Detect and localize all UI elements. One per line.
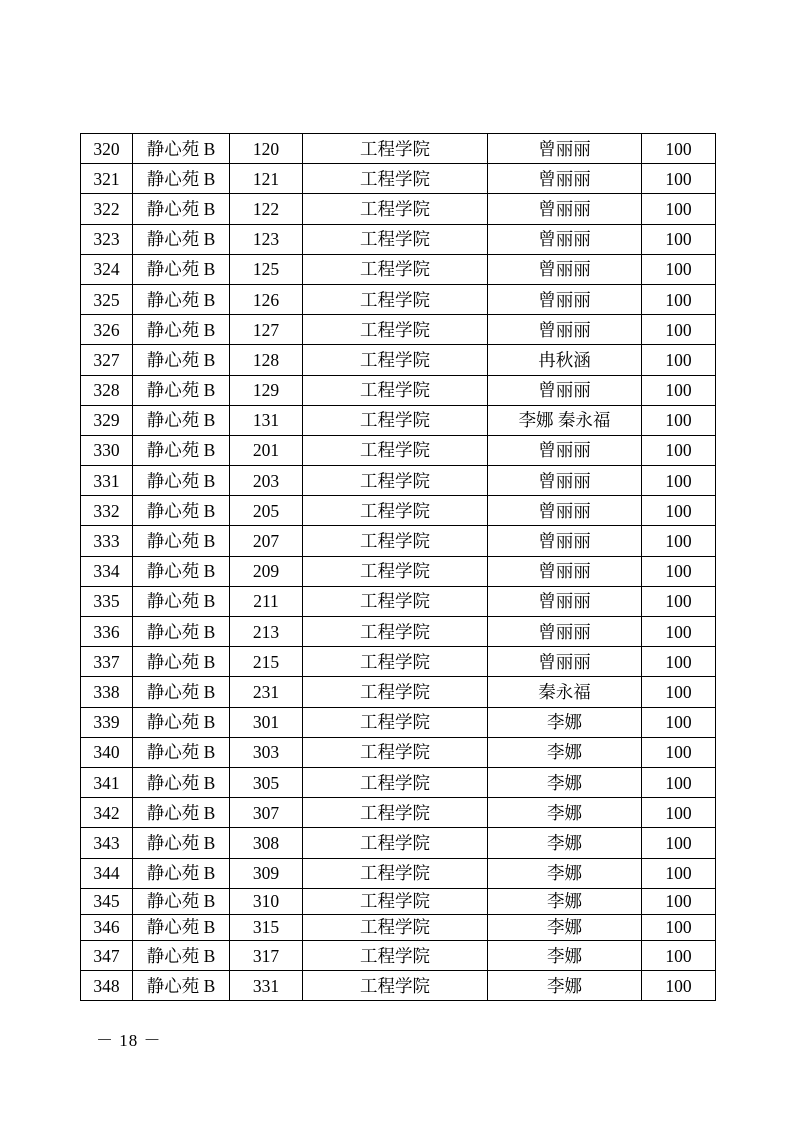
- building-cell: 静心苑 B: [133, 556, 230, 586]
- college-cell: 工程学院: [303, 254, 488, 284]
- table-row: [81, 677, 716, 707]
- table-row: [81, 858, 716, 888]
- staff-cell: 冉秋涵: [488, 345, 642, 375]
- room-cell: 331: [230, 971, 303, 1001]
- staff-cell: 李娜: [488, 858, 642, 888]
- college-cell: 工程学院: [303, 798, 488, 828]
- row-number-cell: 320: [81, 134, 133, 164]
- staff-cell: 曾丽丽: [488, 556, 642, 586]
- college-cell: 工程学院: [303, 888, 488, 914]
- score-cell: 100: [642, 375, 716, 405]
- table-row: [81, 971, 716, 1001]
- score-cell: 100: [642, 284, 716, 314]
- table-row: [81, 254, 716, 284]
- table-row: [81, 828, 716, 858]
- staff-cell: 李娜 秦永福: [488, 405, 642, 435]
- room-cell: 303: [230, 737, 303, 767]
- building-cell: 静心苑 B: [133, 586, 230, 616]
- table-row: [81, 556, 716, 586]
- staff-cell: 曾丽丽: [488, 526, 642, 556]
- score-cell: 100: [642, 496, 716, 526]
- table-row: [81, 617, 716, 647]
- table-row: [81, 375, 716, 405]
- room-cell: 203: [230, 466, 303, 496]
- staff-cell: 曾丽丽: [488, 164, 642, 194]
- score-cell: 100: [642, 737, 716, 767]
- room-cell: 123: [230, 224, 303, 254]
- room-cell: 317: [230, 941, 303, 971]
- score-cell: 100: [642, 134, 716, 164]
- college-cell: 工程学院: [303, 767, 488, 797]
- score-cell: 100: [642, 466, 716, 496]
- table-row: [81, 405, 716, 435]
- row-number-cell: 324: [81, 254, 133, 284]
- table-row: [81, 496, 716, 526]
- college-cell: 工程学院: [303, 435, 488, 465]
- staff-cell: 曾丽丽: [488, 586, 642, 616]
- score-cell: 100: [642, 405, 716, 435]
- college-cell: 工程学院: [303, 194, 488, 224]
- row-number-cell: 331: [81, 466, 133, 496]
- row-number-cell: 332: [81, 496, 133, 526]
- college-cell: 工程学院: [303, 556, 488, 586]
- room-cell: 127: [230, 315, 303, 345]
- college-cell: 工程学院: [303, 647, 488, 677]
- staff-cell: 曾丽丽: [488, 647, 642, 677]
- college-cell: 工程学院: [303, 164, 488, 194]
- row-number-cell: 347: [81, 941, 133, 971]
- room-cell: 131: [230, 405, 303, 435]
- table-row: [81, 134, 716, 164]
- row-number-cell: 338: [81, 677, 133, 707]
- table-body: [81, 134, 716, 1001]
- college-cell: 工程学院: [303, 707, 488, 737]
- staff-cell: 曾丽丽: [488, 315, 642, 345]
- room-cell: 305: [230, 767, 303, 797]
- table-row: [81, 888, 716, 914]
- score-cell: 100: [642, 798, 716, 828]
- building-cell: 静心苑 B: [133, 767, 230, 797]
- room-cell: 126: [230, 284, 303, 314]
- row-number-cell: 346: [81, 914, 133, 940]
- row-number-cell: 343: [81, 828, 133, 858]
- college-cell: 工程学院: [303, 315, 488, 345]
- room-cell: 231: [230, 677, 303, 707]
- row-number-cell: 328: [81, 375, 133, 405]
- score-cell: 100: [642, 164, 716, 194]
- building-cell: 静心苑 B: [133, 496, 230, 526]
- building-cell: 静心苑 B: [133, 405, 230, 435]
- staff-cell: 曾丽丽: [488, 617, 642, 647]
- staff-cell: 曾丽丽: [488, 496, 642, 526]
- college-cell: 工程学院: [303, 134, 488, 164]
- room-cell: 120: [230, 134, 303, 164]
- building-cell: 静心苑 B: [133, 828, 230, 858]
- table-row: [81, 164, 716, 194]
- building-cell: 静心苑 B: [133, 971, 230, 1001]
- score-cell: 100: [642, 224, 716, 254]
- score-cell: 100: [642, 526, 716, 556]
- staff-cell: 李娜: [488, 828, 642, 858]
- table-row: [81, 914, 716, 940]
- college-cell: 工程学院: [303, 737, 488, 767]
- building-cell: 静心苑 B: [133, 888, 230, 914]
- score-cell: 100: [642, 888, 716, 914]
- building-cell: 静心苑 B: [133, 941, 230, 971]
- score-cell: 100: [642, 617, 716, 647]
- building-cell: 静心苑 B: [133, 435, 230, 465]
- staff-cell: 李娜: [488, 707, 642, 737]
- table-row: [81, 586, 716, 616]
- staff-cell: 曾丽丽: [488, 224, 642, 254]
- score-cell: 100: [642, 345, 716, 375]
- building-cell: 静心苑 B: [133, 254, 230, 284]
- room-cell: 209: [230, 556, 303, 586]
- college-cell: 工程学院: [303, 617, 488, 647]
- room-cell: 215: [230, 647, 303, 677]
- building-cell: 静心苑 B: [133, 375, 230, 405]
- row-number-cell: 337: [81, 647, 133, 677]
- building-cell: 静心苑 B: [133, 858, 230, 888]
- room-cell: 207: [230, 526, 303, 556]
- building-cell: 静心苑 B: [133, 194, 230, 224]
- table-row: [81, 941, 716, 971]
- building-cell: 静心苑 B: [133, 707, 230, 737]
- score-cell: 100: [642, 586, 716, 616]
- score-cell: 100: [642, 828, 716, 858]
- staff-cell: 曾丽丽: [488, 375, 642, 405]
- room-cell: 310: [230, 888, 303, 914]
- table-row: [81, 435, 716, 465]
- row-number-cell: 336: [81, 617, 133, 647]
- college-cell: 工程学院: [303, 405, 488, 435]
- table-row: [81, 315, 716, 345]
- score-cell: 100: [642, 914, 716, 940]
- score-cell: 100: [642, 315, 716, 345]
- row-number-cell: 322: [81, 194, 133, 224]
- college-cell: 工程学院: [303, 496, 488, 526]
- staff-cell: 李娜: [488, 914, 642, 940]
- score-cell: 100: [642, 647, 716, 677]
- building-cell: 静心苑 B: [133, 134, 230, 164]
- row-number-cell: 340: [81, 737, 133, 767]
- row-number-cell: 339: [81, 707, 133, 737]
- staff-cell: 曾丽丽: [488, 284, 642, 314]
- building-cell: 静心苑 B: [133, 647, 230, 677]
- row-number-cell: 345: [81, 888, 133, 914]
- room-cell: 205: [230, 496, 303, 526]
- college-cell: 工程学院: [303, 586, 488, 616]
- college-cell: 工程学院: [303, 375, 488, 405]
- room-cell: 211: [230, 586, 303, 616]
- row-number-cell: 348: [81, 971, 133, 1001]
- table-row: [81, 224, 716, 254]
- room-cell: 129: [230, 375, 303, 405]
- staff-cell: 秦永福: [488, 677, 642, 707]
- score-cell: 100: [642, 707, 716, 737]
- table-row: [81, 767, 716, 797]
- table-row: [81, 284, 716, 314]
- staff-cell: 李娜: [488, 798, 642, 828]
- staff-cell: 李娜: [488, 971, 642, 1001]
- room-cell: 125: [230, 254, 303, 284]
- building-cell: 静心苑 B: [133, 345, 230, 375]
- college-cell: 工程学院: [303, 284, 488, 314]
- table-row: [81, 798, 716, 828]
- score-cell: 100: [642, 941, 716, 971]
- row-number-cell: 334: [81, 556, 133, 586]
- staff-cell: 曾丽丽: [488, 466, 642, 496]
- building-cell: 静心苑 B: [133, 677, 230, 707]
- room-cell: 301: [230, 707, 303, 737]
- row-number-cell: 341: [81, 767, 133, 797]
- score-cell: 100: [642, 254, 716, 284]
- staff-cell: 李娜: [488, 888, 642, 914]
- room-cell: 128: [230, 345, 303, 375]
- room-cell: 309: [230, 858, 303, 888]
- table-row: [81, 526, 716, 556]
- room-cell: 121: [230, 164, 303, 194]
- table-row: [81, 345, 716, 375]
- row-number-cell: 335: [81, 586, 133, 616]
- score-cell: 100: [642, 435, 716, 465]
- table-row: [81, 466, 716, 496]
- row-number-cell: 342: [81, 798, 133, 828]
- building-cell: 静心苑 B: [133, 914, 230, 940]
- row-number-cell: 321: [81, 164, 133, 194]
- college-cell: 工程学院: [303, 345, 488, 375]
- data-table: [80, 133, 716, 1001]
- building-cell: 静心苑 B: [133, 284, 230, 314]
- staff-cell: 曾丽丽: [488, 254, 642, 284]
- building-cell: 静心苑 B: [133, 526, 230, 556]
- room-cell: 122: [230, 194, 303, 224]
- building-cell: 静心苑 B: [133, 315, 230, 345]
- college-cell: 工程学院: [303, 858, 488, 888]
- college-cell: 工程学院: [303, 466, 488, 496]
- college-cell: 工程学院: [303, 971, 488, 1001]
- page-number: － 18 －: [96, 1031, 162, 1050]
- row-number-cell: 344: [81, 858, 133, 888]
- college-cell: 工程学院: [303, 828, 488, 858]
- building-cell: 静心苑 B: [133, 164, 230, 194]
- table-row: [81, 707, 716, 737]
- table-row: [81, 647, 716, 677]
- row-number-cell: 329: [81, 405, 133, 435]
- staff-cell: 李娜: [488, 737, 642, 767]
- score-cell: 100: [642, 556, 716, 586]
- staff-cell: 李娜: [488, 767, 642, 797]
- college-cell: 工程学院: [303, 914, 488, 940]
- staff-cell: 李娜: [488, 941, 642, 971]
- table-row: [81, 194, 716, 224]
- room-cell: 315: [230, 914, 303, 940]
- college-cell: 工程学院: [303, 526, 488, 556]
- score-cell: 100: [642, 858, 716, 888]
- room-cell: 201: [230, 435, 303, 465]
- row-number-cell: 333: [81, 526, 133, 556]
- college-cell: 工程学院: [303, 677, 488, 707]
- building-cell: 静心苑 B: [133, 737, 230, 767]
- staff-cell: 曾丽丽: [488, 134, 642, 164]
- building-cell: 静心苑 B: [133, 798, 230, 828]
- score-cell: 100: [642, 194, 716, 224]
- room-cell: 213: [230, 617, 303, 647]
- building-cell: 静心苑 B: [133, 617, 230, 647]
- row-number-cell: 325: [81, 284, 133, 314]
- row-number-cell: 323: [81, 224, 133, 254]
- college-cell: 工程学院: [303, 224, 488, 254]
- building-cell: 静心苑 B: [133, 466, 230, 496]
- staff-cell: 曾丽丽: [488, 435, 642, 465]
- college-cell: 工程学院: [303, 941, 488, 971]
- row-number-cell: 330: [81, 435, 133, 465]
- row-number-cell: 327: [81, 345, 133, 375]
- score-cell: 100: [642, 677, 716, 707]
- room-cell: 308: [230, 828, 303, 858]
- building-cell: 静心苑 B: [133, 224, 230, 254]
- room-cell: 307: [230, 798, 303, 828]
- table-row: [81, 737, 716, 767]
- staff-cell: 曾丽丽: [488, 194, 642, 224]
- score-cell: 100: [642, 767, 716, 797]
- score-cell: 100: [642, 971, 716, 1001]
- row-number-cell: 326: [81, 315, 133, 345]
